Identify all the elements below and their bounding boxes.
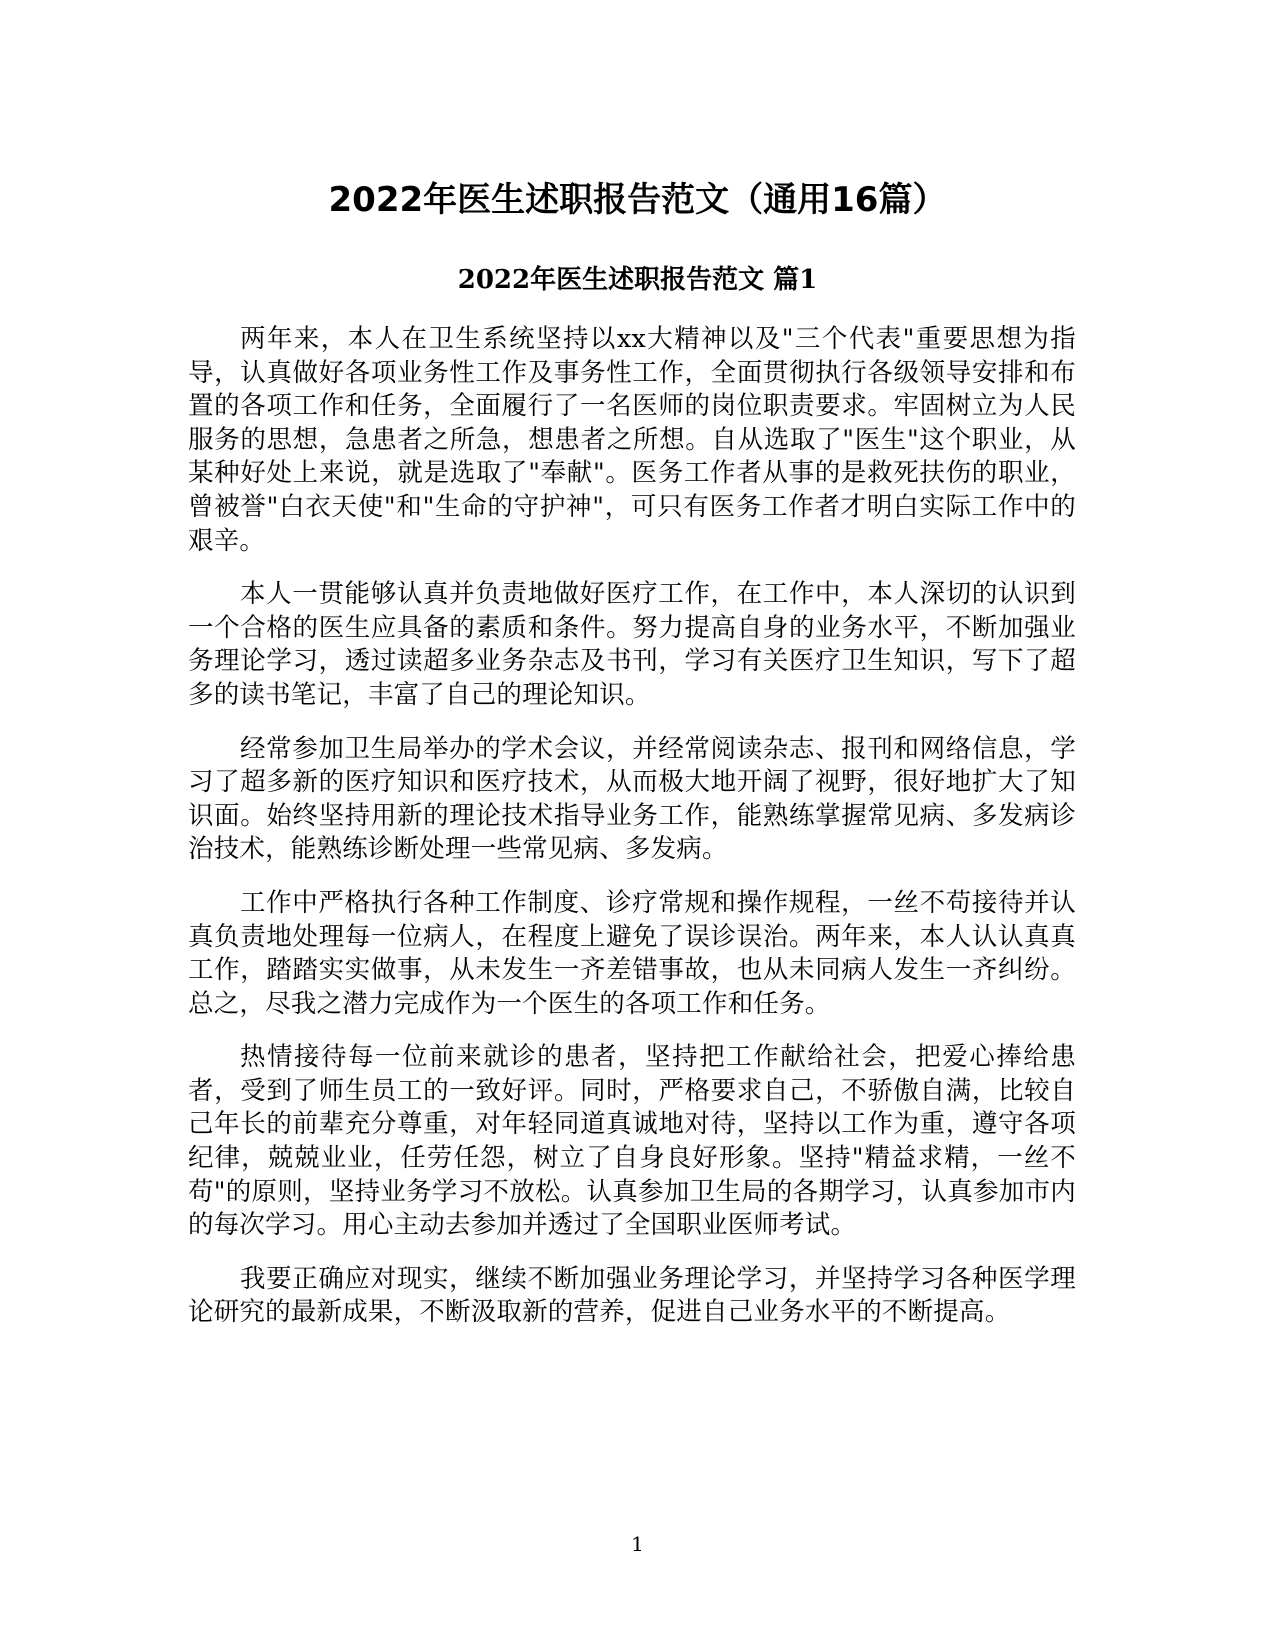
paragraph-3: 经常参加卫生局举办的学术会议，并经常阅读杂志、报刊和网络信息，学习了超多新的医疗知识和医疗技术，从而极大地开阔了视野，很好地扩大了知识面。始终坚持用新的理论技术指导业务工作，能熟练掌握常见病、多发病诊治技术，能熟练诊断处理一些常见病、多发病。 (188, 733, 1076, 865)
paragraph-4: 工作中严格执行各种工作制度、诊疗常规和操作规程，一丝不苟接待并认真负责地处理每一位病人，在程度上避免了误诊误治。两年来，本人认认真真工作，踏踏实实做事，从未发生一齐差错事故，也从未同病人发生一齐纠纷。总之，尽我之潜力完成作为一个医生的各项工作和任务。 (188, 887, 1076, 1019)
section-title: 2022年医生述职报告范文 篇1 (457, 265, 818, 295)
paragraph-6: 我要正确应对现实，继续不断加强业务理论学习，并坚持学习各种医学理论研究的最新成果，不断汲取新的营养，促进自己业务水平的不断提高。 (188, 1263, 1076, 1328)
paragraph-2: 本人一贯能够认真并负责地做好医疗工作，在工作中，本人深切的认识到一个合格的医生应具备的素质和条件。努力提高自身的业务水平，不断加强业务理论学习，透过读超多业务杂志及书刊，学习有关医疗卫生知识，写下了超多的读书笔记，丰富了自己的理论知识。 (188, 579, 1076, 710)
page-number: 1 (631, 1532, 644, 1556)
document-title: 2022年医生述职报告范文（通用16篇） (328, 180, 947, 220)
paragraph-5: 热情接待每一位前来就诊的患者，坚持把工作献给社会，把爱心捧给患者，受到了师生员工的一致好评。同时，严格要求自己，不骄傲自满，比较自己年长的前辈充分尊重，对年轻同道真诚地对待，坚持以工作为重，遵守各项纪律，兢兢业业，任劳任怨，树立了自身良好形象。坚持"精益求精，一丝不苟"的原则，坚持业务学习不放松。认真参加卫生局的各期学习，认真参加市内的每次学习。用心主动去参加并透过了全国职业医师考试。 (188, 1042, 1076, 1241)
paragraph-1: 两年来，本人在卫生系统坚持以xx大精神以及"三个代表"重要思想为指导，认真做好各项业务性工作及事务性工作，全面贯彻执行各级领导安排和布置的各项工作和任务，全面履行了一名医师的岗位职责要求。牢固树立为人民服务的思想，急患者之所急，想患者之所想。自从选取了"医生"这个职业，从某种好处上来说，就是选取了"奉献"。医务工作者从事的是救死扶伤的职业，曾被誉"白衣天使"和"生命的守护神"，可只有医务工作者才明白实际工作中的艰辛。 (188, 324, 1076, 556)
document-body (188, 323, 1076, 1350)
